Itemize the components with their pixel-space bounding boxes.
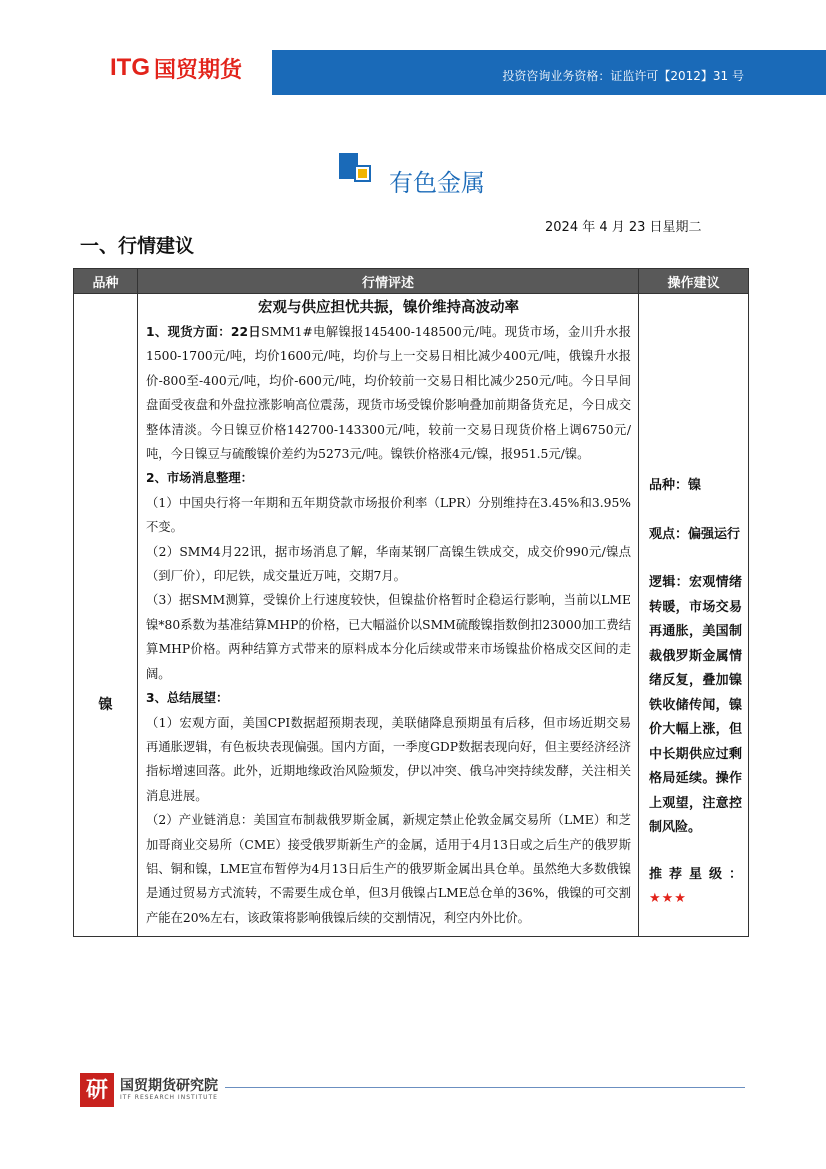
report-date: 2024 年 4 月 23 日星期二: [545, 220, 702, 235]
research-institute-subtitle: ITF RESEARCH INSTITUTE: [120, 1094, 218, 1101]
review-heading: 宏观与供应担忧共振，镍价维持高波动率: [258, 300, 519, 316]
logo-chinese: 国贸期货: [154, 57, 243, 83]
outlook-item-2: （2）产业链消息：美国宣布制裁俄罗斯金属，新规定禁止伦敦金属交易所（LME）和芝加哥商业交易所（CME）接受俄罗斯新生产的金属，适用于4月13日或之后生产的俄罗斯铝、铜和镍，LME宣布暂停为4月13日后生产的俄罗斯金属出具仓单。虽然绝大多数俄镍是通过贸易方式流转，不需要生成仓单，但3月俄镍占LME总仓单的36%，俄镍的可交割产能在20%左右，该政策将影响俄镍后续的交割情况，利空内外比价。: [146, 813, 631, 925]
research-institute-logo: 研: [80, 1073, 114, 1107]
advice-variety: 品种：镍: [649, 478, 702, 493]
advice-logic: 逻辑：宏观情绪转暖，市场交易再通胀，美国制裁俄罗斯金属情绪反复，叠加镍铁收储传闻，镍价大幅上涨，但中长期供应过剩格局延续。操作上观望，注意控制风险。: [649, 575, 742, 835]
variety-cell: [74, 294, 138, 937]
rating-label: 推荐星级：: [649, 866, 742, 882]
table-header-row: [74, 269, 749, 294]
news-item-3: （3）据SMM测算，受镍价上行速度较快，但镍盐价格暂时企稳运行影响，当前以LME镍*80系数为基准结算MHP的价格，已大幅溢价以SMM硫酸镍指数倒扣23000加工费结算MHP价格。两种结算方式带来的原料成本分化后续或带来市场镍盐价格成交区间的走阔。: [146, 593, 631, 681]
section-heading: 一、行情建议: [80, 235, 195, 257]
news-item-2: （2）SMM4月22讯，据市场消息了解，华南某钢厂高镍生铁成交，成交价990元/镍点（到厂价），印尼铁，成交量近万吨，交期7月。: [146, 544, 631, 584]
page-title: 有色金属: [389, 169, 485, 197]
review-cell: [138, 294, 639, 937]
variety-label: 镍: [98, 697, 113, 713]
table-row: [74, 294, 749, 937]
header-variety: 品种: [74, 269, 138, 294]
outlook-label: 3、总结展望：: [146, 691, 229, 706]
header-advice: 操作建议: [639, 269, 749, 294]
spot-date: 22日: [230, 325, 262, 339]
advice-view: 观点：偏强运行: [649, 526, 741, 542]
spot-paragraph: [146, 320, 631, 466]
market-advice-table: [73, 268, 749, 937]
spot-text: SMM1#电解镍报145400-148500元/吨。现货市场，金川升水报1500-1700元/吨，均价1600元/吨，均价与上一交易日相比减少400元/吨，俄镍升水报价-800至-400元/吨，均价-600元/吨，均价较前一交易日相比减少250元/吨。今日早间盘面受夜盘和外盘拉涨影响高位震荡，现货市场受镍价影响叠加前期备货充足，今日成交整体清淡。今日镍豆价格142700-143300元/吨，较前一交易日现货价格上调6750元/吨，今日镍豆与硫酸镍价差约为5273元/吨。镍铁价格涨4元/镍，报951.5元/镍。: [146, 325, 631, 462]
outlook-item-1: （1）宏观方面，美国CPI数据超预期表现，美联储降息预期虽有后移，但市场近期交易再通胀逻辑，有色板块表现偏强。国内方面，一季度GDP数据表现向好，但主要经济经济指标增速回落。此外，近期地缘政治风险频发，伊以冲突、俄乌冲突持续发酵，关注相关消息进展。: [146, 715, 631, 803]
news-item-1: （1）中国央行将一年期和五年期贷款市场报价利率（LPR）分别维持在3.45%和3.95%不变。: [146, 495, 631, 535]
logo-latin: ITG: [110, 54, 150, 81]
company-logo: [110, 55, 242, 81]
certificate-text: 投资咨询业务资格：证监许可【2012】31 号: [502, 69, 744, 83]
spot-label: 1、现货方面：: [146, 325, 231, 339]
footer-divider: [225, 1087, 745, 1088]
advice-rating: [649, 863, 742, 912]
title-square-icon: [339, 153, 373, 187]
header-review: 行情评述: [138, 269, 639, 294]
news-label: 2、市场消息整理：: [146, 471, 253, 486]
rating-stars: ★★★: [649, 891, 687, 906]
research-institute-name: 国贸期货研究院: [120, 1078, 218, 1094]
advice-cell: [639, 294, 749, 937]
